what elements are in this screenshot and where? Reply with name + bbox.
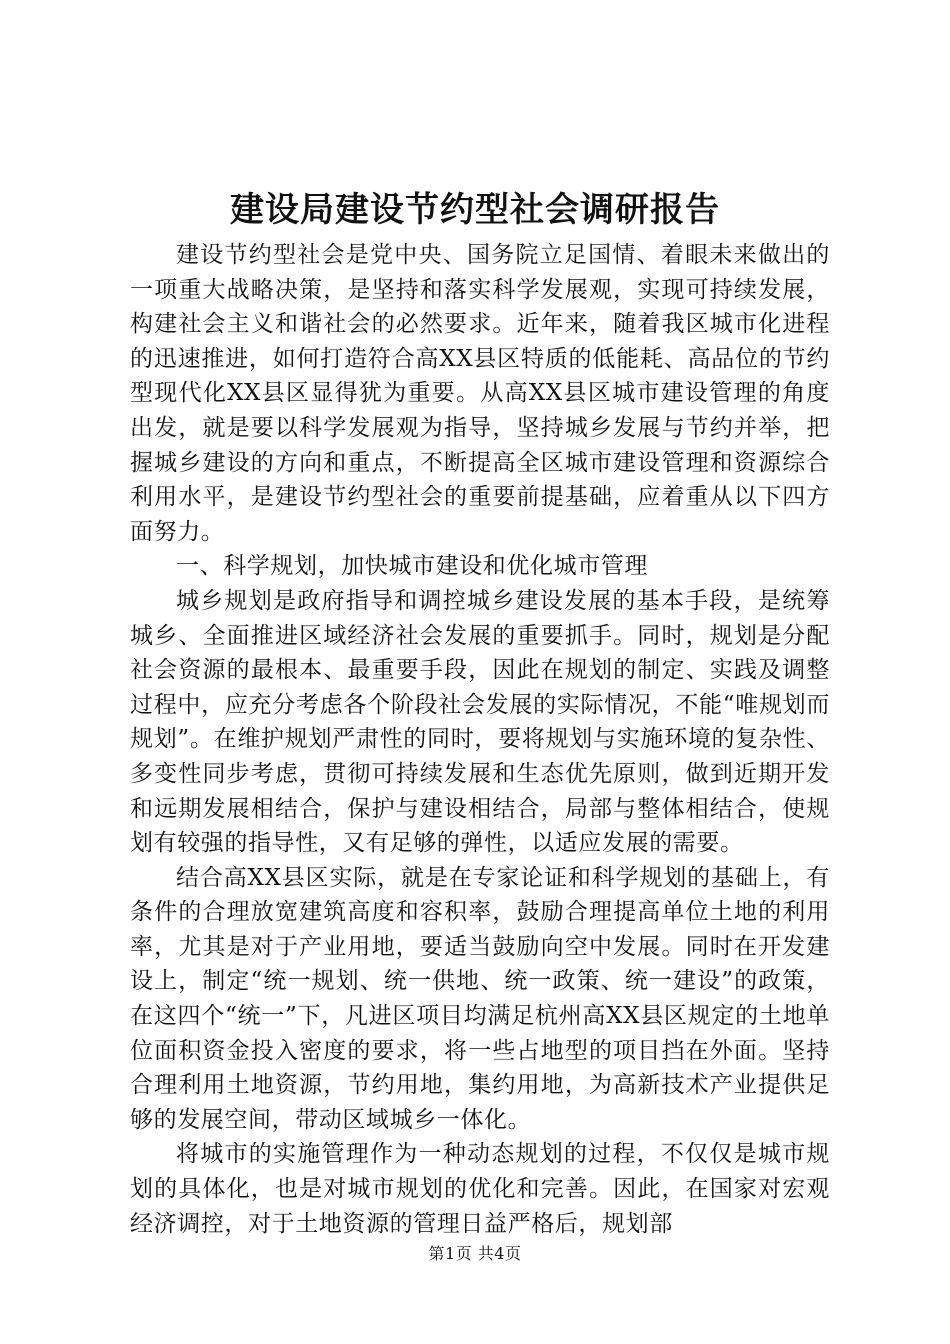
page-footer: 第1页 共4页 bbox=[428, 1244, 522, 1263]
paragraph-planning: 城乡规划是政府指导和调控城乡建设发展的基本手段，是统筹城乡、全面推进区域经济社会发展的重要抓手。同时，规划是分配社会资源的最根本、最重要手段，因此在规划的制定、实践及调整过程中，应充分考虑各个阶段社会发展的实际情况，不能“唯规划而规划”。在维护规划严肃性的同时，要将规划与实施环境的复杂性、多变性同步考虑，贯彻可持续发展和生态优先原则，做到近期开发和远期发展相结合，保护与建设相结合，局部与整体相结合，使规划有较强的指导性，又有足够的弹性，以适应发展的需要。 bbox=[130, 587, 830, 857]
paragraph-intro: 建设节约型社会是党中央、国务院立足国情、着眼未来做出的一项重大战略决策，是坚持和落实科学发展观，实现可持续发展，构建社会主义和谐社会的必然要求。近年来，随着我区城市化进程的迅速推进，如何打造符合高XX县区特质的低能耗、高品位的节约型现代化XX县区显得犹为重要。从高XX县区城市建设管理的角度出发，就是要以科学发展观为指导，坚持城乡发展与节约并举，把握城乡建设的方向和重点，不断提高全区城市建设管理和资源综合利用水平，是建设节约型社会的重要前提基础，应着重从以下四方面努力。 bbox=[130, 242, 830, 545]
document-body bbox=[130, 238, 830, 1241]
paragraph-land-use: 结合高XX县区实际，就是在专家论证和科学规划的基础上，有条件的合理放宽建筑高度和容积率，鼓励合理提高单位土地的利用率，尤其是对于产业用地，要适当鼓励向空中发展。同时在开发建设上，制定“统一规划、统一供地、统一政策、统一建设”的政策，在这四个“统一”下，凡进区项目均满足杭州高XX县区规定的土地单位面积资金投入密度的要求，将一些占地型的项目挡在外面。坚持合理利用土地资源，节约用地，集约用地，为高新技术产业提供足够的发展空间，带动区域城乡一体化。 bbox=[130, 864, 830, 1133]
document-title: 建设局建设节约型社会调研报告 bbox=[230, 190, 720, 230]
paragraph-management: 将城市的实施管理作为一种动态规划的过程，不仅仅是城市规划的具体化，也是对城市规划的优化和完善。因此，在国家对宏观经济调控，对于土地资源的管理日益严格后，规划部 bbox=[130, 1141, 830, 1237]
section-heading-1: 一、科学规划，加快城市建设和优化城市管理 bbox=[176, 553, 648, 580]
